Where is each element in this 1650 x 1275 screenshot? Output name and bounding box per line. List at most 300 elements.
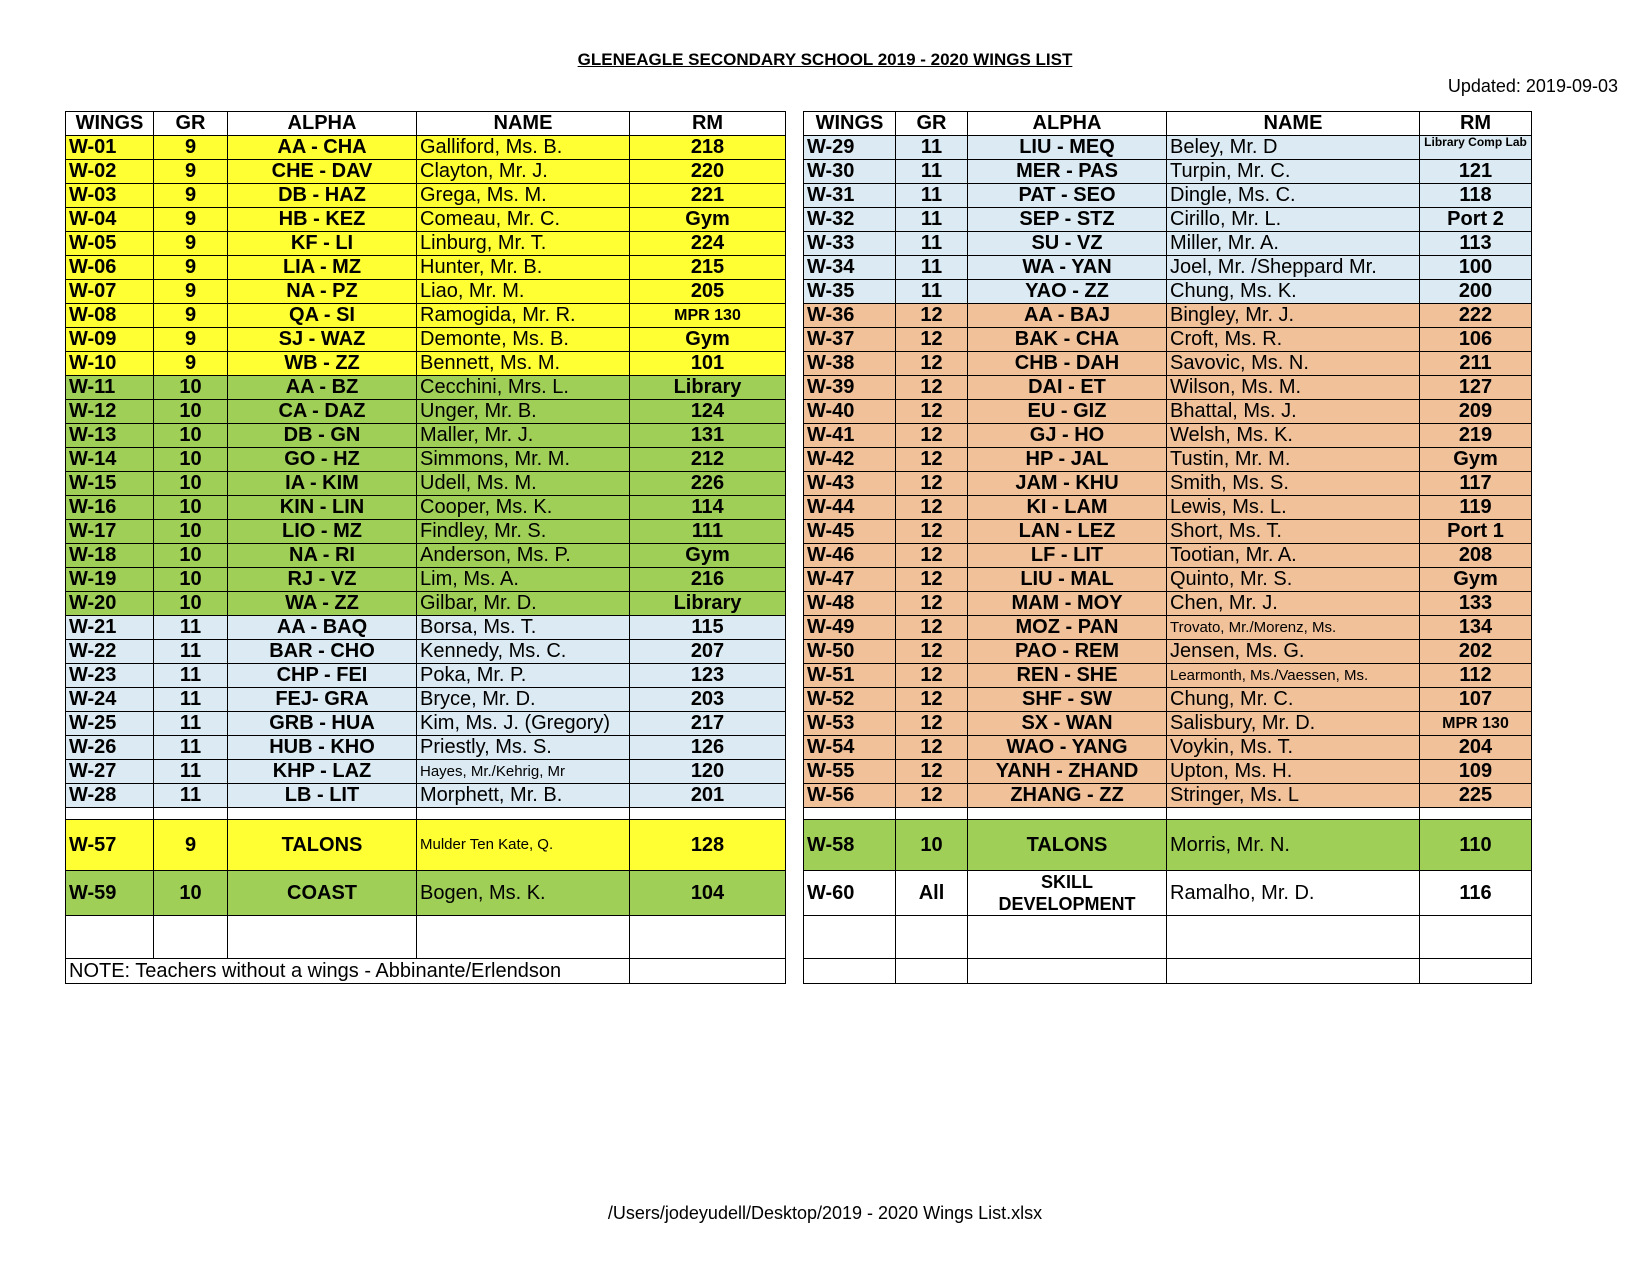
alpha-cell: HB - KEZ [228,208,417,232]
gr-cell: 9 [154,160,228,184]
wing-cell: W-17 [66,520,154,544]
rm-cell: 131 [630,424,786,448]
alpha-cell: BAK - CHA [968,328,1167,352]
alpha-cell: GJ - HO [968,424,1167,448]
wing-cell: W-59 [66,871,154,916]
name-cell: Morris, Mr. N. [1167,820,1420,871]
gr-cell: 9 [154,352,228,376]
column-header-name: NAME [1167,112,1420,136]
alpha-cell: LIO - MZ [228,520,417,544]
wing-cell: W-41 [804,424,896,448]
rm-cell: Library [630,592,786,616]
header-row [66,112,1532,136]
wing-cell: W-12 [66,400,154,424]
name-cell: Clayton, Mr. J. [417,160,630,184]
wing-cell: W-37 [804,328,896,352]
alpha-cell: TALONS [228,820,417,871]
alpha-cell: LF - LIT [968,544,1167,568]
gr-cell: 11 [154,736,228,760]
alpha-cell: DB - GN [228,424,417,448]
empty-cell [1420,808,1532,820]
rm-cell: 112 [1420,664,1532,688]
name-cell: Bennett, Ms. M. [417,352,630,376]
rm-cell: 202 [1420,640,1532,664]
name-cell: Bingley, Mr. J. [1167,304,1420,328]
name-cell: Voykin, Ms. T. [1167,736,1420,760]
gr-cell: 11 [154,640,228,664]
rm-cell: 118 [1420,184,1532,208]
gr-cell: 12 [896,352,968,376]
rm-cell: 208 [1420,544,1532,568]
column-header-gr: GR [896,112,968,136]
gr-cell: 12 [896,424,968,448]
name-cell: Croft, Ms. R. [1167,328,1420,352]
gr-cell: 9 [154,304,228,328]
column-gap [786,871,804,916]
rm-cell: 117 [1420,472,1532,496]
rm-cell: Port 1 [1420,520,1532,544]
gr-cell: 10 [154,472,228,496]
empty-cell [630,959,786,984]
gr-cell: 9 [154,820,228,871]
wing-cell: W-16 [66,496,154,520]
gr-cell: 9 [154,136,228,160]
name-cell: Learmonth, Ms./Vaessen, Ms. [1167,664,1420,688]
empty-cell [417,916,630,959]
empty-cell [630,808,786,820]
alpha-cell: MER - PAS [968,160,1167,184]
gr-cell: 12 [896,664,968,688]
empty-cell [228,916,417,959]
column-header-wings: WINGS [804,112,896,136]
empty-cell [1167,916,1420,959]
gr-cell: 9 [154,184,228,208]
alpha-cell: SJ - WAZ [228,328,417,352]
column-gap [786,328,804,352]
rm-cell: 219 [1420,424,1532,448]
rm-cell: Gym [630,544,786,568]
rm-cell: MPR 130 [630,304,786,328]
name-cell: Poka, Mr. P. [417,664,630,688]
alpha-cell: COAST [228,871,417,916]
rm-cell: 224 [630,232,786,256]
rm-cell: 203 [630,688,786,712]
wing-cell: W-30 [804,160,896,184]
gr-cell: 12 [896,448,968,472]
table-row [66,688,1532,712]
wing-cell: W-22 [66,640,154,664]
column-gap [786,592,804,616]
column-gap [786,520,804,544]
alpha-cell: GO - HZ [228,448,417,472]
wing-cell: W-43 [804,472,896,496]
rm-cell: 226 [630,472,786,496]
name-cell: Short, Ms. T. [1167,520,1420,544]
alpha-cell: WA - ZZ [228,592,417,616]
page-title: GLENEAGLE SECONDARY SCHOOL 2019 - 2020 WINGS LIST [577,50,1073,69]
gr-cell: 12 [896,760,968,784]
wing-cell: W-09 [66,328,154,352]
table-row [66,472,1532,496]
gr-cell: 10 [154,520,228,544]
wing-cell: W-15 [66,472,154,496]
name-cell: Hunter, Mr. B. [417,256,630,280]
name-cell: Stringer, Ms. L [1167,784,1420,808]
name-cell: Morphett, Mr. B. [417,784,630,808]
wing-cell: W-10 [66,352,154,376]
rm-cell: 116 [1420,871,1532,916]
gr-cell: 9 [154,328,228,352]
column-gap [786,736,804,760]
alpha-cell: DAI - ET [968,376,1167,400]
rm-cell: 113 [1420,232,1532,256]
rm-cell: Gym [1420,448,1532,472]
column-gap [786,424,804,448]
alpha-cell: IA - KIM [228,472,417,496]
wing-cell: W-25 [66,712,154,736]
wing-cell: W-52 [804,688,896,712]
column-gap [786,544,804,568]
wing-cell: W-50 [804,640,896,664]
rm-cell: 217 [630,712,786,736]
table-row [66,784,1532,808]
wing-cell: W-08 [66,304,154,328]
alpha-cell: MAM - MOY [968,592,1167,616]
wing-cell: W-55 [804,760,896,784]
wing-cell: W-40 [804,400,896,424]
table-row [66,520,1532,544]
wing-cell: W-28 [66,784,154,808]
column-gap [786,820,804,871]
empty-row [66,916,1532,959]
rm-cell: 119 [1420,496,1532,520]
gr-cell: 10 [154,592,228,616]
wing-cell: W-03 [66,184,154,208]
alpha-cell: HP - JAL [968,448,1167,472]
gr-cell: 12 [896,304,968,328]
rm-cell: 216 [630,568,786,592]
wing-cell: W-23 [66,664,154,688]
table-row [66,760,1532,784]
table-row [66,664,1532,688]
gr-cell: 11 [896,136,968,160]
name-cell: Smith, Ms. S. [1167,472,1420,496]
table-row [66,184,1532,208]
rm-cell: 204 [1420,736,1532,760]
wing-cell: W-35 [804,280,896,304]
name-cell: Unger, Mr. B. [417,400,630,424]
gr-cell: 12 [896,784,968,808]
name-cell: Simmons, Mr. M. [417,448,630,472]
gr-cell: 12 [896,712,968,736]
gr-cell: 12 [896,328,968,352]
name-cell: Borsa, Ms. T. [417,616,630,640]
rm-cell: 128 [630,820,786,871]
empty-cell [154,808,228,820]
name-cell: Maller, Mr. J. [417,424,630,448]
wing-cell: W-56 [804,784,896,808]
column-header-rm: RM [630,112,786,136]
name-cell: Ramogida, Mr. R. [417,304,630,328]
name-cell: Hayes, Mr./Kehrig, Mr [417,760,630,784]
wing-cell: W-07 [66,280,154,304]
table-row [66,736,1532,760]
name-cell: Dingle, Ms. C. [1167,184,1420,208]
rm-cell: 115 [630,616,786,640]
file-path-footer: /Users/jodeyudell/Desktop/2019 - 2020 Wings List.xlsx [607,1203,1043,1223]
name-cell: Quinto, Mr. S. [1167,568,1420,592]
gr-cell: 11 [896,160,968,184]
name-cell: Anderson, Ms. P. [417,544,630,568]
name-cell: Demonte, Ms. B. [417,328,630,352]
column-gap [786,400,804,424]
column-gap [786,640,804,664]
wing-cell: W-42 [804,448,896,472]
alpha-cell: RJ - VZ [228,568,417,592]
alpha-cell: QA - SI [228,304,417,328]
alpha-cell: SEP - STZ [968,208,1167,232]
table-row [66,424,1532,448]
name-cell: Chung, Mr. C. [1167,688,1420,712]
table-row [66,256,1532,280]
name-cell: Joel, Mr. /Sheppard Mr. [1167,256,1420,280]
name-cell: Udell, Ms. M. [417,472,630,496]
column-gap [786,112,804,136]
wing-cell: W-01 [66,136,154,160]
note-row [66,959,1532,984]
rm-cell: 110 [1420,820,1532,871]
gr-cell: 11 [896,280,968,304]
wing-cell: W-19 [66,568,154,592]
gr-cell: 11 [154,664,228,688]
gr-cell: All [896,871,968,916]
name-cell: Welsh, Ms. K. [1167,424,1420,448]
alpha-cell: KIN - LIN [228,496,417,520]
column-gap [786,160,804,184]
gr-cell: 11 [896,208,968,232]
gr-cell: 10 [154,376,228,400]
alpha-cell: WB - ZZ [228,352,417,376]
alpha-cell: GRB - HUA [228,712,417,736]
name-cell: Liao, Mr. M. [417,280,630,304]
alpha-cell: KI - LAM [968,496,1167,520]
name-cell: Upton, Ms. H. [1167,760,1420,784]
column-gap [786,688,804,712]
spacer-row [66,808,1532,820]
alpha-cell: YAO - ZZ [968,280,1167,304]
column-gap [786,136,804,160]
table-row [66,400,1532,424]
column-gap [786,808,804,820]
wing-cell: W-39 [804,376,896,400]
name-cell: Priestly, Ms. S. [417,736,630,760]
name-cell: Grega, Ms. M. [417,184,630,208]
rm-cell: 221 [630,184,786,208]
rm-cell: MPR 130 [1420,712,1532,736]
empty-cell [154,916,228,959]
table-row [66,568,1532,592]
rm-cell: Gym [630,208,786,232]
table-row [66,160,1532,184]
wing-cell: W-13 [66,424,154,448]
wing-cell: W-48 [804,592,896,616]
rm-cell: 104 [630,871,786,916]
rm-cell: 205 [630,280,786,304]
alpha-cell: PAO - REM [968,640,1167,664]
alpha-cell: EU - GIZ [968,400,1167,424]
alpha-cell: CHP - FEI [228,664,417,688]
name-cell: Kim, Ms. J. (Gregory) [417,712,630,736]
column-gap [786,280,804,304]
column-gap [786,568,804,592]
name-cell: Ramalho, Mr. D. [1167,871,1420,916]
rm-cell: 134 [1420,616,1532,640]
rm-cell: Library [630,376,786,400]
table-row [66,136,1532,160]
alpha-cell: BAR - CHO [228,640,417,664]
rm-cell: 114 [630,496,786,520]
alpha-cell: KF - LI [228,232,417,256]
alpha-cell: YANH - ZHAND [968,760,1167,784]
rm-cell: Gym [630,328,786,352]
wing-cell: W-32 [804,208,896,232]
gr-cell: 12 [896,640,968,664]
column-gap [786,208,804,232]
note-text: NOTE: Teachers without a wings - Abbinante/Erlendson [66,959,630,984]
alpha-cell: SX - WAN [968,712,1167,736]
alpha-cell: DB - HAZ [228,184,417,208]
rm-cell: 220 [630,160,786,184]
empty-cell [1420,916,1532,959]
wing-cell: W-54 [804,736,896,760]
gr-cell: 9 [154,280,228,304]
name-cell: Mulder Ten Kate, Q. [417,820,630,871]
rm-cell: 109 [1420,760,1532,784]
gr-cell: 12 [896,592,968,616]
name-cell: Galliford, Ms. B. [417,136,630,160]
gr-cell: 11 [154,688,228,712]
name-cell: Cecchini, Mrs. L. [417,376,630,400]
gr-cell: 10 [896,820,968,871]
gr-cell: 12 [896,520,968,544]
gr-cell: 10 [154,568,228,592]
alpha-cell: LIU - MAL [968,568,1167,592]
alpha-cell: PAT - SEO [968,184,1167,208]
wing-cell: W-27 [66,760,154,784]
rm-cell: 133 [1420,592,1532,616]
rm-cell: 101 [630,352,786,376]
rm-cell: 106 [1420,328,1532,352]
gr-cell: 10 [154,448,228,472]
rm-cell: 201 [630,784,786,808]
rm-cell: 127 [1420,376,1532,400]
wing-cell: W-29 [804,136,896,160]
name-cell: Kennedy, Ms. C. [417,640,630,664]
rm-cell: 200 [1420,280,1532,304]
empty-cell [1420,959,1532,984]
gr-cell: 12 [896,400,968,424]
alpha-cell: LIU - MEQ [968,136,1167,160]
name-cell: Cirillo, Mr. L. [1167,208,1420,232]
wing-cell: W-02 [66,160,154,184]
gr-cell: 12 [896,472,968,496]
column-gap [786,304,804,328]
wing-cell: W-04 [66,208,154,232]
table-row [66,592,1532,616]
table-row [66,208,1532,232]
name-cell: Comeau, Mr. C. [417,208,630,232]
wing-cell: W-20 [66,592,154,616]
column-gap [786,184,804,208]
wing-cell: W-38 [804,352,896,376]
alpha-cell: LIA - MZ [228,256,417,280]
table-row [66,448,1532,472]
column-gap [786,376,804,400]
gr-cell: 11 [154,784,228,808]
gr-cell: 11 [896,232,968,256]
gr-cell: 10 [154,424,228,448]
rm-cell: 107 [1420,688,1532,712]
wing-cell: W-05 [66,232,154,256]
wing-cell: W-31 [804,184,896,208]
special-program-row [66,820,1532,871]
rm-cell: 124 [630,400,786,424]
gr-cell: 11 [896,184,968,208]
alpha-cell: KHP - LAZ [228,760,417,784]
name-cell: Chen, Mr. J. [1167,592,1420,616]
alpha-cell: AA - BAQ [228,616,417,640]
wing-cell: W-51 [804,664,896,688]
wing-cell: W-47 [804,568,896,592]
alpha-cell: SKILL DEVELOPMENT [968,871,1167,916]
gr-cell: 12 [896,736,968,760]
name-cell: Jensen, Ms. G. [1167,640,1420,664]
gr-cell: 10 [154,496,228,520]
name-cell: Linburg, Mr. T. [417,232,630,256]
alpha-cell: LB - LIT [228,784,417,808]
rm-cell: 126 [630,736,786,760]
column-gap [786,760,804,784]
name-cell: Turpin, Mr. C. [1167,160,1420,184]
wing-cell: W-34 [804,256,896,280]
rm-cell: 120 [630,760,786,784]
wing-cell: W-24 [66,688,154,712]
name-cell: Tootian, Mr. A. [1167,544,1420,568]
name-cell: Lewis, Ms. L. [1167,496,1420,520]
empty-cell [66,916,154,959]
gr-cell: 12 [896,496,968,520]
name-cell: Savovic, Ms. N. [1167,352,1420,376]
empty-cell [417,808,630,820]
name-cell: Trovato, Mr./Morenz, Ms. [1167,616,1420,640]
rm-cell: 121 [1420,160,1532,184]
rm-cell: 218 [630,136,786,160]
gr-cell: 12 [896,616,968,640]
alpha-cell: AA - CHA [228,136,417,160]
gr-cell: 10 [154,871,228,916]
rm-cell: 222 [1420,304,1532,328]
alpha-cell: TALONS [968,820,1167,871]
rm-cell: 212 [630,448,786,472]
gr-cell: 9 [154,256,228,280]
table-row [66,352,1532,376]
column-gap [786,232,804,256]
gr-cell: 11 [154,760,228,784]
rm-cell: 207 [630,640,786,664]
table-row [66,376,1532,400]
alpha-cell: REN - SHE [968,664,1167,688]
column-gap [786,916,804,959]
